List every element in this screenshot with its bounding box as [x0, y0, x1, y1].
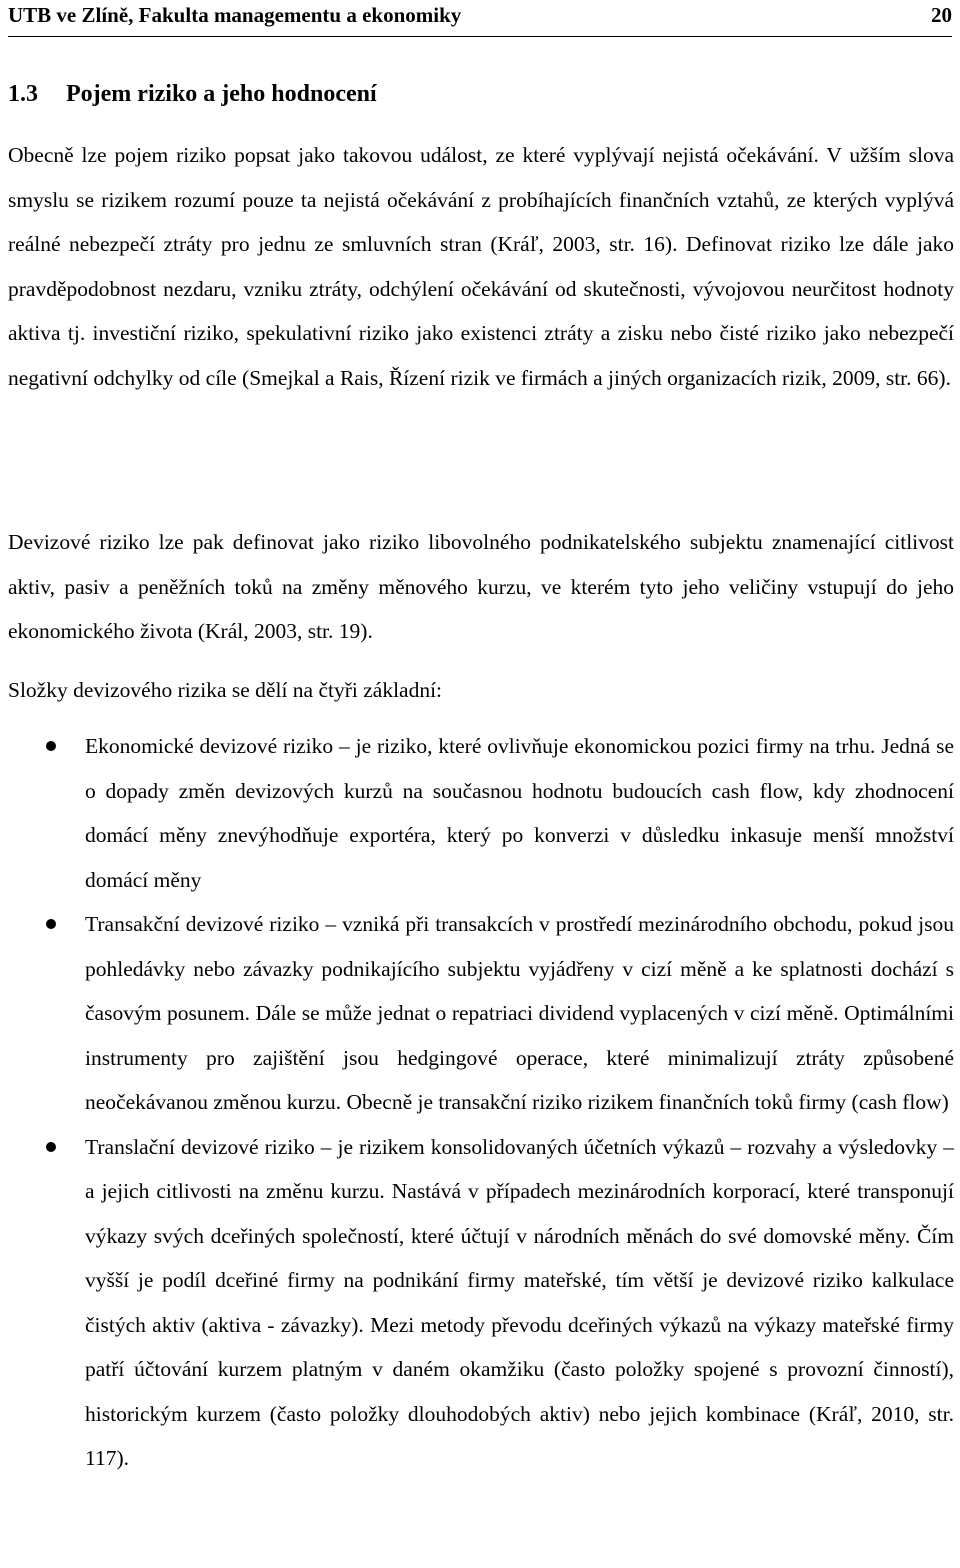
list-item: [8, 724, 954, 902]
list-item: [8, 902, 954, 1125]
paragraph-currency-risk: Devizové riziko lze pak definovat jako riziko libovolného podnikatelského subjektu znamenající citlivost aktiv, pasiv a peněžních toků na změny měnového kurzu, ve kterém tyto jeho veličiny vstupují do jeho ekonomického života (Král, 2003, str. 19).: [8, 530, 954, 643]
page-number: 20: [931, 3, 952, 27]
list-item-text: Ekonomické devizové riziko – je riziko, které ovlivňuje ekonomickou pozici firmy na trhu. Jedná se o dopady změn devizových kurzů na současnou hodnotu budoucích cash flow, kdy zhodnocení domácí měny znevýhodňuje exportéra, který po konverzi v důsledku inkasuje menší množství domácí měny: [85, 734, 954, 892]
list-item: [8, 1125, 954, 1481]
bullet-icon: [46, 741, 56, 751]
paragraph-risk-definition: Obecně lze pojem riziko popsat jako takovou událost, ze které vyplývají nejistá očekávání. V užším slova smyslu se rizikem rozumí pouze ta nejistá očekávání z probíhajících finančních vztahů, ze kterých vyplývá reálné nebezpečí ztráty pro jednu ze smluvních stran (Kráľ, 2003, str. 16). Definovat riziko lze dále jako pravděpodobnost nezdaru, vzniku ztráty, odchýlení očekávání od skutečnosti, vývojovou neurčitost hodnoty aktiva tj. investiční riziko, spekulativní riziko jako existenci ztráty a zisku nebo čisté riziko jako nebezpečí negativní odchylky od cíle (Smejkal a Rais, Řízení rizik ve firmách a jiných organizacích rizik, 2009, str. 66).: [8, 143, 954, 390]
bullet-icon: [46, 1142, 56, 1152]
section-number: 1.3: [8, 81, 38, 107]
section-heading: [8, 76, 377, 112]
paragraph-components-intro: Složky devizového rizika se dělí na čtyři základní:: [8, 678, 443, 702]
section-title: Pojem riziko a jeho hodnocení: [66, 81, 377, 107]
list-item-text: Transakční devizové riziko – vzniká při transakcích v prostředí mezinárodního obchodu, pokud jsou pohledávky nebo závazky podnikajícího subjektu vyjádřeny v cizí měně a ke splatnosti dochází s časovým posunem. Dále se může jednat o repatriaci dividend vyplacených v cizí měně. Optimálními instrumenty pro zajištění jsou hedgingové operace, které minimalizují ztráty způsobené neočekávanou změnou kurzu. Obecně je transakční riziko rizikem finančních toků firmy (cash flow): [85, 912, 954, 1114]
bullet-icon: [46, 919, 56, 929]
running-header: [8, 0, 952, 37]
risk-components-list: [8, 724, 954, 1481]
header-institution: UTB ve Zlíně, Fakulta managementu a ekonomiky: [8, 3, 462, 27]
list-item-text: Translační devizové riziko – je rizikem konsolidovaných účetních výkazů – rozvahy a výsledovky – a jejich citlivosti na změnu kurzu. Nastává v případech mezinárodních korporací, které transponují výkazy svých dceřiných společností, které účtují v národních měnách do své domovské měny. Čím vyšší je podíl dceřiné firmy na podnikání firmy mateřské, tím větší je devizové riziko kalkulace čistých aktiv (aktiva - závazky). Mezi metody převodu dceřiných výkazů na výkazy mateřské firmy patří účtování kurzem platným v daném okamžiku (často položky spojené s provozní činností), historickým kurzem (často položky dlouhodobých aktiv) nebo jejich kombinace (Kráľ, 2010, str. 117).: [85, 1134, 954, 1470]
